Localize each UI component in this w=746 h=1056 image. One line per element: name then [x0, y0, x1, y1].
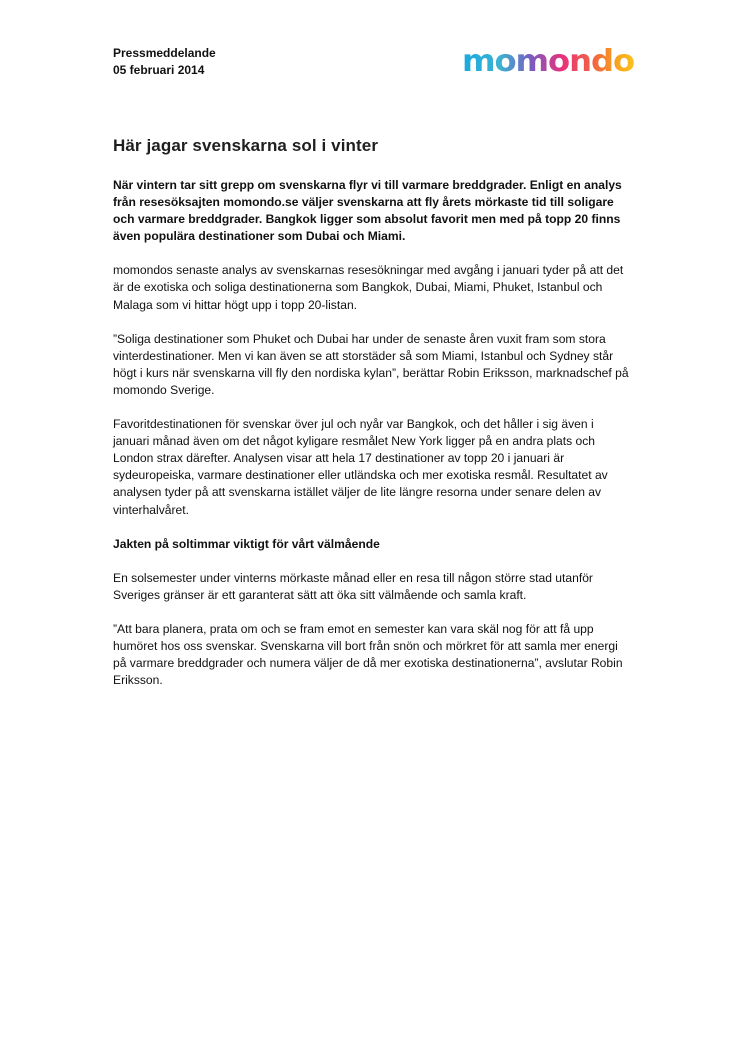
header-meta	[113, 45, 216, 79]
momondo-logo	[462, 44, 636, 83]
article-body	[113, 177, 633, 689]
release-date: 05 februari 2014	[113, 63, 205, 77]
body-paragraph-5: ”Att bara planera, prata om och se fram emot en semester kan vara skäl nog för att få upp humöret hos oss svenskar. Svenskarna vill bort från snön och mörkret för att samla mer energi på varmare breddgrader och numera väljer de då mer exotiska destinationerna”, avslutar Robin Eriksson.	[113, 621, 623, 688]
body-paragraph-2: ”Soliga destinationer som Phuket och Dubai har under de senaste åren vuxit fram som stora vinterdestinationer. Men vi kan även se att storstäder så som Miami, Istanbul och Sydney står högt i kurs när svenskarna vill fly den nordiska kylan”, berättar Robin Eriksson, marknadschef på momondo Sverige.	[113, 331, 629, 397]
momondo-logo-mark	[462, 44, 636, 78]
lead-paragraph: När vintern tar sitt grepp om svenskarna flyr vi till varmare breddgrader. Enligt en analys från resesöksajten momondo.se väljer svenskarna att fly årets mörkaste tid till soligare och varmare breddgrader. Bangkok ligger som absolut favorit men med på topp 20 finns även populära destinationer som Dubai och Miami.	[113, 178, 622, 244]
body-paragraph-3: Favoritdestinationen för svenskar över jul och nyår var Bangkok, och det håller i sig även i januari månad även om det något kyligare resmålet New York ligger på en andra plats och London strax därefter. Analysen visar att hela 17 destinationer av topp 20 i januari är sydeuropeiska, varmare destinationer eller utländska och mer exotiska resmål. Resultatet av analysen tyder på att svenskarna istället väljer de lite längre resorna under senare delen av vinterhalvåret.	[113, 417, 608, 517]
article-title: Här jagar svenskarna sol i vinter	[113, 136, 379, 155]
document-type: Pressmeddelande	[113, 46, 216, 60]
logo-wordmark: momondo	[462, 44, 635, 78]
subheading: Jakten på soltimmar viktigt för vårt välmående	[113, 536, 380, 551]
body-paragraph-4: En solsemester under vinterns mörkaste månad eller en resa till någon större stad utanför Sveriges gränser är ett garanterat sätt att öka sitt välmående och samla kraft.	[113, 570, 593, 602]
body-paragraph-1: momondos senaste analys av svenskarnas resesökningar med avgång i januari tyder på att det är de exotiska och soliga destinationerna som Bangkok, Dubai, Miami, Phuket, Istanbul och Malaga som vi hittar högt upp i topp 20-listan.	[113, 263, 624, 312]
